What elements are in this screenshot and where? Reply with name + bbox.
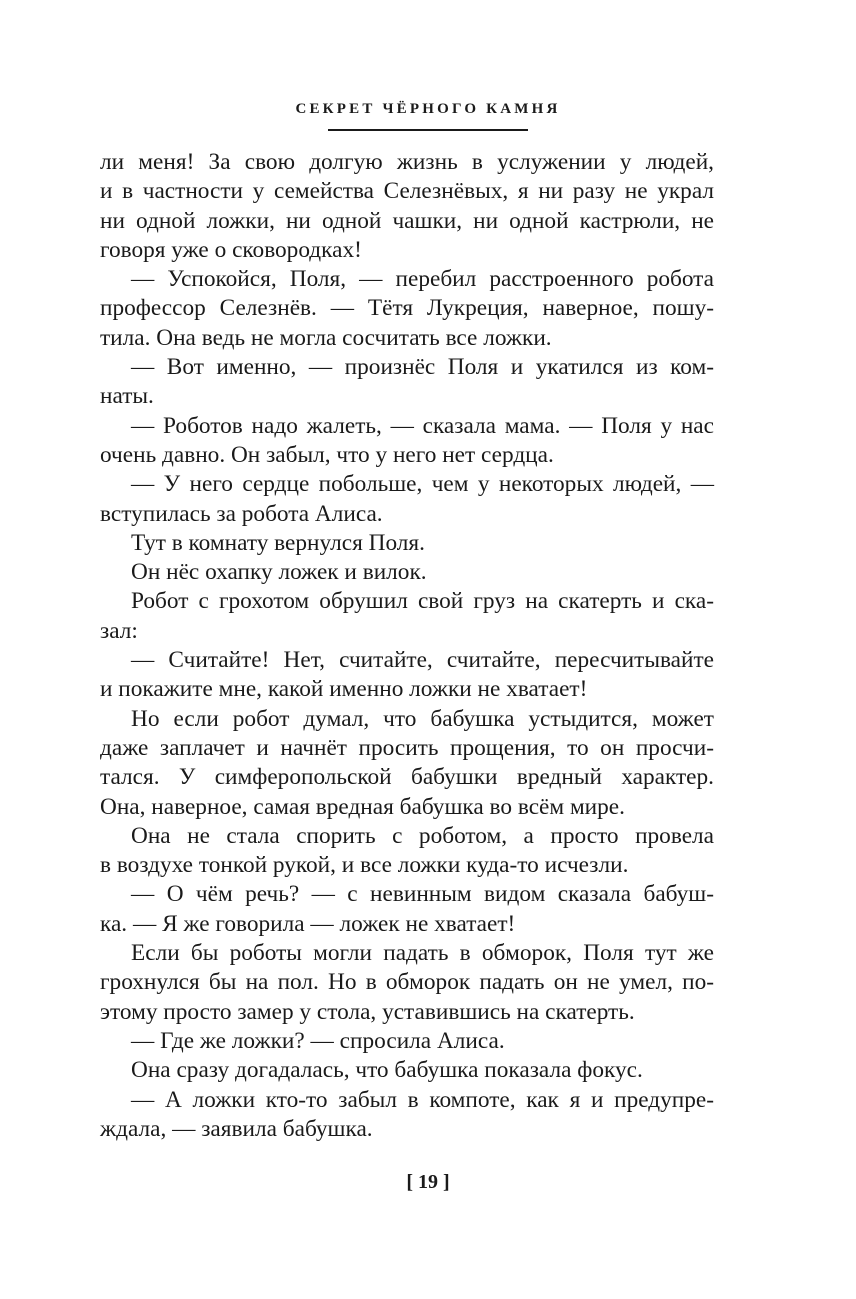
text-line: ни одной ложки, ни одной чашки, ни одной кастрюли, не	[100, 207, 714, 234]
text-line: ждала, — заявила бабушка.	[100, 1115, 373, 1142]
body-text	[100, 148, 714, 1144]
running-head: СЕКРЕТ ЧЁРНОГО КАМНЯ	[295, 101, 561, 117]
page-number: [ 19 ]	[406, 1171, 450, 1193]
text-line: говоря уже о сковородках!	[100, 236, 362, 263]
text-line: зал:	[100, 617, 138, 644]
text-line: Она не стала спорить с роботом, а просто провела	[131, 822, 714, 849]
text-line: — Вот именно, — произнёс Поля и укатился из ком-	[131, 354, 714, 381]
text-line: профессор Селезнёв. — Тётя Лукреция, наверное, пошу-	[100, 295, 714, 322]
running-head-rule	[328, 129, 528, 131]
text-line: — Роботов надо жалеть, — сказала мама. — Поля у нас	[131, 412, 714, 439]
text-line: ка. — Я же говорила — ложек не хватает!	[100, 910, 516, 937]
text-line: тила. Она ведь не могла сосчитать все ложки.	[100, 324, 552, 351]
text-line: вступилась за робота Алиса.	[100, 500, 383, 527]
text-line: — А ложки кто-то забыл в компоте, как я и предупре-	[131, 1086, 714, 1113]
text-line: Он нёс охапку ложек и вилок.	[131, 559, 427, 586]
text-line: ли меня! За свою долгую жизнь в услужении у людей,	[100, 149, 714, 175]
text-line: Если бы роботы могли падать в обморок, Поля тут же	[131, 940, 714, 967]
text-line: — У него сердце побольше, чем у некоторых людей, —	[131, 471, 714, 498]
text-line: — Считайте! Нет, считайте, считайте, пересчитывайте	[131, 647, 714, 674]
text-line: Она сразу догадалась, что бабушка показала фокус.	[131, 1057, 643, 1084]
text-line: грохнулся бы на пол. Но в обморок падать он не умел, по-	[100, 969, 714, 996]
text-line: — Успокойся, Поля, — перебил расстроенного робота	[131, 266, 714, 293]
text-line: очень давно. Он забыл, что у него нет сердца.	[100, 441, 554, 468]
text-line: наты.	[100, 383, 154, 410]
text-line: тался. У симферопольской бабушки вредный характер.	[100, 764, 714, 791]
text-line: и покажите мне, какой именно ложки не хватает!	[100, 676, 588, 703]
text-line: и в частности у семейства Селезнёвых, я ни разу не украл	[100, 178, 714, 205]
text-line: даже заплачет и начнёт просить прощения, то он просчи-	[100, 734, 714, 761]
text-line: этому просто замер у стола, уставившись на скатерть.	[100, 998, 635, 1025]
text-line: Она, наверное, самая вредная бабушка во всём мире.	[100, 793, 625, 820]
text-line: Но если робот думал, что бабушка устыдится, может	[131, 705, 714, 732]
text-line: Тут в комнату вернулся Поля.	[131, 529, 425, 556]
text-line: Робот с грохотом обрушил свой груз на скатерть и ска-	[131, 588, 714, 615]
text-line: — О чём речь? — с невинным видом сказала бабуш-	[131, 881, 714, 908]
text-line: — Где же ложки? — спросила Алиса.	[131, 1027, 505, 1054]
text-line: в воздухе тонкой рукой, и все ложки куда-то исчезли.	[100, 852, 629, 879]
